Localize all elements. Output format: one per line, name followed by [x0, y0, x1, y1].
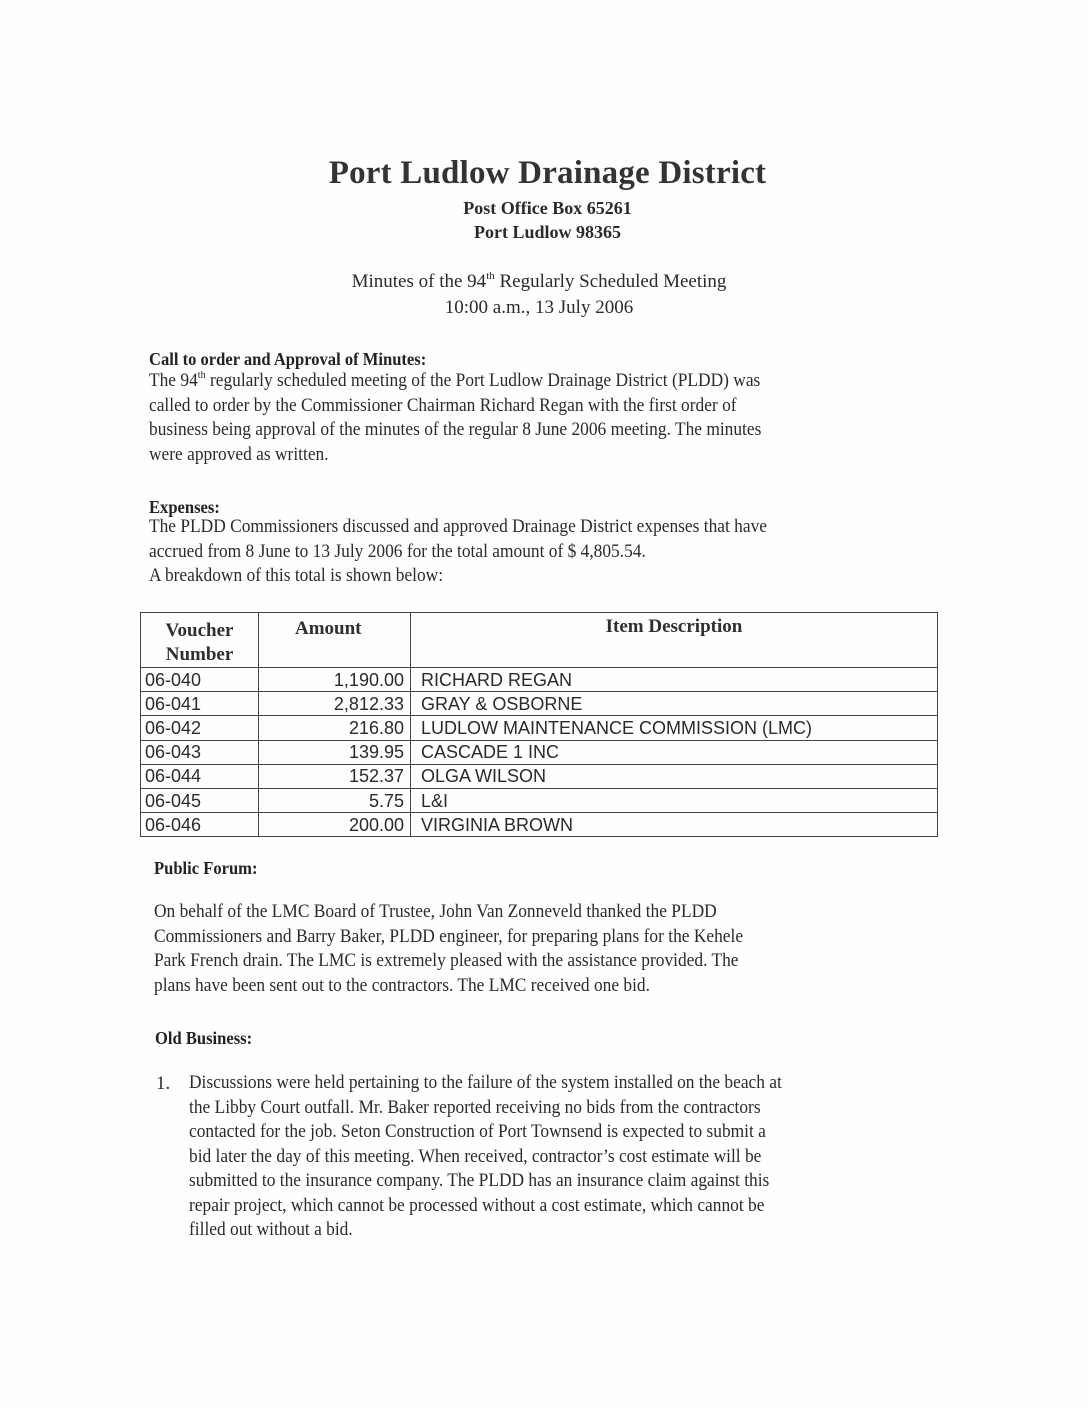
meeting-subtitle-prefix: Minutes of the 94: [351, 271, 487, 292]
voucher-number: 06-045: [141, 788, 259, 812]
table-row: [141, 813, 938, 837]
old-business-item: [189, 1071, 782, 1243]
public-forum-paragraph: [154, 900, 743, 998]
voucher-amount: 200.00: [259, 813, 411, 837]
expenses-line: accrued from 8 June to 13 July 2006 for the total amount of $ 4,805.54.: [149, 540, 646, 562]
voucher-number: 06-046: [141, 813, 259, 837]
call-to-order-line: business being approval of the minutes of the regular 8 June 2006 meeting. The minutes: [149, 419, 762, 440]
item-description: LUDLOW MAINTENANCE COMMISSION (LMC): [411, 716, 938, 740]
old-business-line: the Libby Court outfall. Mr. Baker reported receiving no bids from the contractors: [189, 1096, 761, 1118]
voucher-number: 06-043: [141, 740, 259, 764]
public-forum-line: plans have been sent out to the contractors. The LMC received one bid.: [154, 974, 650, 996]
table-row: [141, 668, 938, 692]
voucher-amount: 1,190.00: [259, 668, 411, 692]
call-to-order-paragraph: [149, 369, 761, 467]
address-city-zip: Port Ludlow 98365: [473, 222, 621, 242]
item-description: OLGA WILSON: [411, 764, 938, 788]
meeting-subtitle-suffix: Regularly Scheduled Meeting: [494, 271, 727, 292]
call-to-order-heading: Call to order and Approval of Minutes:: [149, 349, 427, 369]
item-description: CASCADE 1 INC: [411, 740, 938, 764]
meeting-datetime: 10:00 a.m., 13 July 2006: [444, 297, 634, 318]
old-business-line: repair project, which cannot be processed without a cost estimate, which cannot be: [189, 1194, 765, 1216]
public-forum-line: On behalf of the LMC Board of Trustee, John Van Zonneveld thanked the PLDD: [154, 901, 717, 922]
voucher-number: 06-044: [141, 764, 259, 788]
public-forum-line: Commissioners and Barry Baker, PLDD engineer, for preparing plans for the Kehele: [154, 925, 744, 947]
table-row: [141, 764, 938, 788]
item-description: VIRGINIA BROWN: [411, 813, 938, 837]
expenses-heading: Expenses:: [149, 497, 220, 517]
public-forum-line: Park French drain. The LMC is extremely pleased with the assistance provided. The: [154, 950, 739, 971]
column-header-voucher: Voucher Number: [141, 613, 259, 668]
old-business-line: contacted for the job. Seton Construction of Port Townsend is expected to submit a: [189, 1121, 766, 1142]
expenses-line: A breakdown of this total is shown below:: [149, 565, 444, 586]
voucher-amount: 139.95: [259, 740, 411, 764]
expenses-table: [140, 612, 938, 837]
call-to-order-line: were approved as written.: [149, 443, 329, 465]
meeting-subtitle-ordinal: th: [486, 270, 495, 282]
old-business-heading: Old Business:: [155, 1028, 253, 1048]
public-forum-heading: Public Forum:: [154, 858, 258, 878]
item-description: GRAY & OSBORNE: [411, 692, 938, 716]
voucher-number: 06-042: [141, 716, 259, 740]
expenses-line: The PLDD Commissioners discussed and approved Drainage District expenses that have: [149, 516, 767, 537]
voucher-amount: 5.75: [259, 788, 411, 812]
table-row: [141, 692, 938, 716]
table-header-row: [141, 613, 938, 668]
voucher-amount: 2,812.33: [259, 692, 411, 716]
meeting-subtitle: [0, 271, 1078, 293]
column-header-description: Item Description: [411, 613, 938, 668]
voucher-amount: 152.37: [259, 764, 411, 788]
table-row: [141, 716, 938, 740]
column-header-amount: Amount: [259, 613, 411, 668]
list-item-number: 1.: [156, 1073, 171, 1094]
call-to-order-line: The 94th regularly scheduled meeting of the Port Ludlow Drainage District (PLDD) was: [149, 369, 761, 391]
old-business-line: Discussions were held pertaining to the failure of the system installed on the beach at: [189, 1072, 782, 1093]
address-po-box: Post Office Box 65261: [463, 198, 632, 218]
old-business-line: submitted to the insurance company. The PLDD has an insurance claim against this: [189, 1170, 770, 1191]
expenses-paragraph: [149, 515, 767, 589]
old-business-line: bid later the day of this meeting. When received, contractor’s cost estimate will be: [189, 1145, 762, 1167]
table-row: [141, 788, 938, 812]
voucher-number: 06-041: [141, 692, 259, 716]
table-row: [141, 740, 938, 764]
old-business-line: filled out without a bid.: [189, 1219, 353, 1240]
item-description: L&I: [411, 788, 938, 812]
district-title: Port Ludlow Drainage District: [328, 155, 767, 191]
call-to-order-line: called to order by the Commissioner Chairman Richard Regan with the first order of: [149, 394, 737, 416]
voucher-number: 06-040: [141, 668, 259, 692]
voucher-amount: 216.80: [259, 716, 411, 740]
item-description: RICHARD REGAN: [411, 668, 938, 692]
